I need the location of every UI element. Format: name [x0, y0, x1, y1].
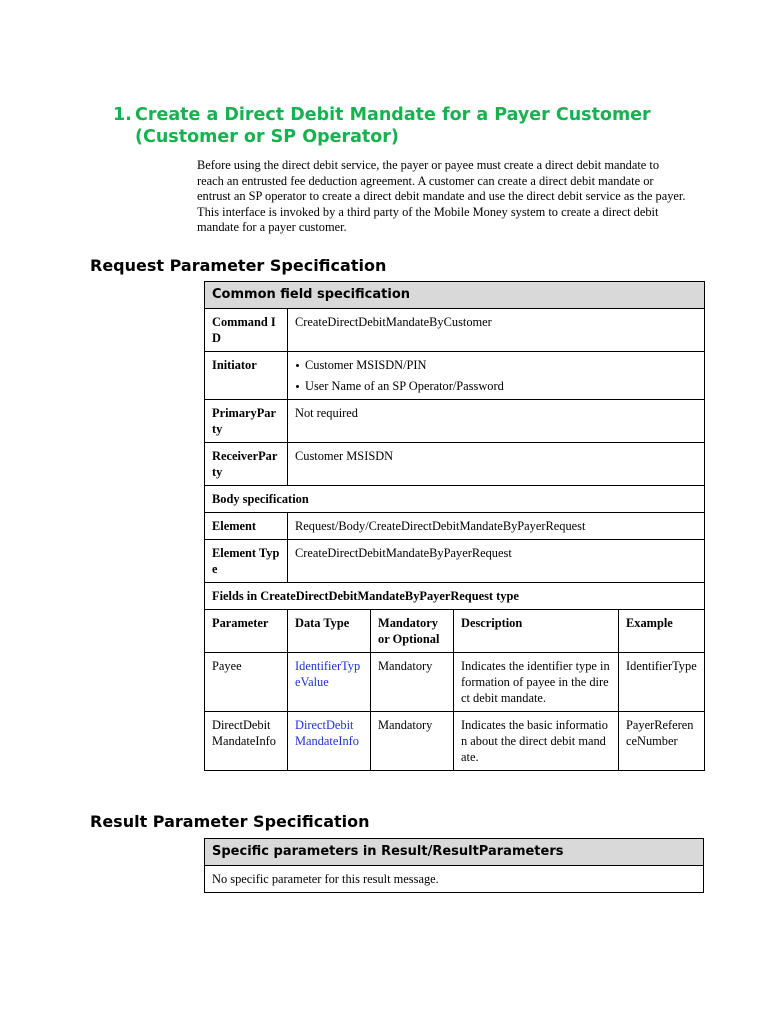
command-id-row	[205, 309, 705, 352]
table-row	[205, 653, 705, 712]
table-row	[205, 712, 705, 771]
fields-header-row	[205, 583, 705, 610]
fields-header: Fields in CreateDirectDebitMandateByPayerRequest type	[205, 583, 705, 610]
receiver-party-label: ReceiverParty	[205, 443, 288, 486]
body-header: Body specification	[205, 486, 705, 513]
parameter-cell: DirectDebitMandateInfo	[205, 712, 288, 771]
common-header: Common field specification	[205, 282, 705, 309]
primary-party-row	[205, 400, 705, 443]
column-header: Description	[454, 610, 619, 653]
example-cell: IdentifierType	[619, 653, 705, 712]
description-cell: Indicates the basic information about the direct debit mandate.	[454, 712, 619, 771]
example-cell: PayerReferenceNumber	[619, 712, 705, 771]
parameter-cell: Payee	[205, 653, 288, 712]
result-header-row	[205, 839, 704, 866]
data-type-link[interactable]: DirectDebitMandateInfo	[288, 712, 371, 771]
result-note-row	[205, 866, 704, 893]
common-header-row	[205, 282, 705, 309]
result-heading: Result Parameter Specification	[90, 812, 370, 831]
command-id-value: CreateDirectDebitMandateByCustomer	[288, 309, 705, 352]
column-header: Parameter	[205, 610, 288, 653]
body-header-row	[205, 486, 705, 513]
receiver-party-value: Customer MSISDN	[288, 443, 705, 486]
description-cell: Indicates the identifier type information of payee in the direct debit mandate.	[454, 653, 619, 712]
initiator-value	[288, 352, 705, 400]
request-heading: Request Parameter Specification	[90, 256, 387, 275]
data-type-link[interactable]: IdentifierTypeValue	[288, 653, 371, 712]
section-title-text: Create a Direct Debit Mandate for a Payer Customer (Customer or SP Operator)	[135, 105, 651, 147]
result-spec-table	[204, 838, 704, 893]
initiator-list	[295, 357, 697, 394]
column-header-row	[205, 610, 705, 653]
request-spec-table	[204, 281, 705, 771]
mandatory-cell: Mandatory	[371, 712, 454, 771]
element-value: Request/Body/CreateDirectDebitMandateByPayerRequest	[288, 513, 705, 540]
element-row	[205, 513, 705, 540]
primary-party-value: Not required	[288, 400, 705, 443]
result-header: Specific parameters in Result/ResultParameters	[205, 839, 704, 866]
column-header: Data Type	[288, 610, 371, 653]
column-header: Mandatory or Optional	[371, 610, 454, 653]
element-type-value: CreateDirectDebitMandateByPayerRequest	[288, 540, 705, 583]
initiator-item: Customer MSISDN/PIN	[295, 357, 697, 373]
element-label: Element	[205, 513, 288, 540]
mandatory-cell: Mandatory	[371, 653, 454, 712]
intro-paragraph: Before using the direct debit service, the payer or payee must create a direct debit mandate to reach an entrusted fee deduction agreement. A customer can create a direct debit mandate or entrust an SP operator to create a direct debit mandate and use the direct debit service as the payer. This interface is invoked by a third party of the Mobile Money system to create a direct debit mandate for a payer customer.	[197, 158, 686, 235]
initiator-row	[205, 352, 705, 400]
section-number: 1.	[113, 105, 132, 125]
command-id-label: Command ID	[205, 309, 288, 352]
element-type-row	[205, 540, 705, 583]
receiver-party-row	[205, 443, 705, 486]
column-header: Example	[619, 610, 705, 653]
initiator-label: Initiator	[205, 352, 288, 400]
result-note: No specific parameter for this result message.	[205, 866, 704, 893]
primary-party-label: PrimaryParty	[205, 400, 288, 443]
initiator-item: User Name of an SP Operator/Password	[295, 378, 697, 394]
element-type-label: Element Type	[205, 540, 288, 583]
